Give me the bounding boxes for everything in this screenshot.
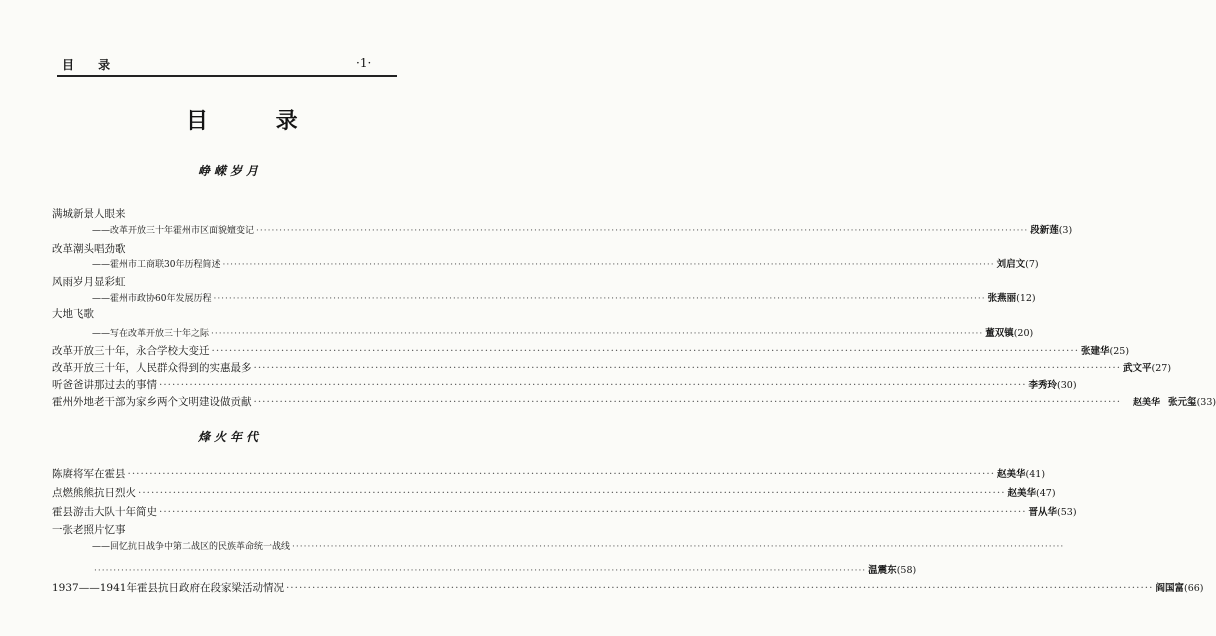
entry-page: (7) (1025, 259, 1039, 270)
toc-entry[interactable] (92, 563, 917, 579)
toc-entry[interactable] (92, 326, 1034, 342)
leader-dots: ········································································································································································································ (211, 329, 984, 339)
entry-author: 张元玺 (1168, 397, 1197, 408)
entry-title: 听爸爸讲那过去的事情 (52, 379, 157, 391)
entry-coauthor: 赵美华 (1133, 398, 1161, 408)
leader-dots: ········································································································································································································ (94, 566, 867, 576)
entry-author: 段新莲 (1030, 225, 1059, 236)
entry-title: 1937——1941年霍县抗日政府在段家梁活动情况 (52, 582, 284, 594)
entry-title: ——写在改革开放三十年之际 (92, 329, 210, 339)
leader-dots: ········································································································································································································ (213, 294, 986, 304)
leader-dots: ········································································································································································································ (159, 379, 1027, 391)
header-rule (57, 75, 397, 77)
entry-author: 赵美华 (997, 469, 1026, 480)
toc-entry[interactable] (52, 377, 1077, 393)
entry-author: 董双镇 (985, 328, 1014, 339)
entry-page: (20) (1013, 328, 1034, 339)
entry-page: (30) (1057, 380, 1077, 391)
leader-dots: ········································································································································································································ (211, 345, 1080, 357)
entry-title: 一张老照片忆事 (52, 524, 126, 536)
page-number: ·1· (356, 56, 372, 70)
entry-page: (25) (1109, 346, 1130, 357)
entry-title: 满城新景人眼来 (52, 208, 126, 220)
leader-dots: ········································································································································································································ (138, 487, 1006, 499)
toc-entry[interactable] (52, 580, 1204, 596)
entry-title: 改革开放三十年，人民群众得到的实惠最多 (52, 362, 252, 374)
entry-title: 改革开放三十年，永合学校大变迁 (52, 345, 210, 357)
leader-dots: ········································································································································································································ (285, 582, 1154, 594)
entry-author: 温震东 (868, 565, 897, 576)
leader-dots: ········································································································································································································ (253, 396, 1122, 408)
entry-title: 点燃熊熊抗日烈火 (52, 487, 136, 499)
entry-title: ——回忆抗日战争中第二战区的民族革命统一战线 (92, 542, 291, 552)
leader-dots: ········································································································································································································ (222, 260, 995, 270)
entry-title: 大地飞歌 (52, 308, 94, 320)
leader-dots: ········································································································································································································ (127, 468, 996, 480)
entry-page: (66) (1184, 583, 1204, 594)
entry-title: ——改革开放三十年霍州市区面貌嬗变记 (92, 226, 255, 236)
running-header-title: 目 录 (62, 58, 121, 72)
toc-entry[interactable] (92, 223, 1073, 239)
toc-title: 目 录 (186, 108, 328, 134)
entry-author: 刘启文 (996, 259, 1026, 270)
toc-entry[interactable] (52, 241, 404, 257)
toc-entry[interactable] (52, 343, 1130, 359)
toc-entry[interactable] (92, 257, 1039, 273)
leader-dots: ········································································································································································································ (159, 506, 1027, 518)
entry-title: 改革潮头唱劲歌 (52, 243, 126, 255)
entry-title: 霍县游击大队十年简史 (52, 506, 157, 518)
entry-title: ——霍州市工商联30年历程简述 (92, 260, 221, 270)
entry-title: ——霍州市政协60年发展历程 (92, 294, 212, 304)
leader-dots: ········································································································································································································ (253, 362, 1122, 374)
entry-page: (53) (1057, 507, 1077, 518)
entry-page: (12) (1016, 293, 1036, 304)
entry-page: (41) (1025, 469, 1046, 480)
leader-dots: ········································································································································································································ (256, 226, 1029, 236)
toc-entry[interactable] (52, 360, 1172, 376)
entry-author: 张建华 (1081, 346, 1110, 357)
leader-dots: ········································································································································································································ (292, 542, 1065, 552)
entry-author: 赵美华 (1007, 488, 1037, 499)
toc-entry[interactable] (92, 291, 1036, 307)
entry-title: 陈赓将军在霍县 (52, 468, 126, 480)
entry-author: 阎国富 (1155, 583, 1184, 594)
entry-page: (3) (1058, 225, 1073, 236)
toc-entry[interactable] (52, 394, 1216, 410)
toc-entry[interactable] (52, 504, 1077, 520)
entry-page: (27) (1151, 363, 1172, 374)
entry-author: 李秀玲 (1028, 380, 1058, 391)
toc-entry[interactable] (52, 274, 404, 290)
entry-author: 晋从华 (1028, 507, 1058, 518)
entry-title: 风雨岁月显彩虹 (52, 276, 126, 288)
entry-page: (58) (896, 565, 917, 576)
toc-entry[interactable] (52, 485, 1056, 501)
entry-page: (33) (1196, 397, 1216, 408)
section-heading-2: 烽火年代 (197, 430, 262, 444)
toc-entry[interactable] (52, 206, 404, 222)
entry-author: 武文平 (1123, 363, 1152, 374)
entry-page: (47) (1036, 488, 1056, 499)
entry-author: 张燕丽 (987, 293, 1017, 304)
toc-entry[interactable] (52, 306, 404, 322)
entry-title: 霍州外地老干部为家乡两个文明建设做贡献 (52, 396, 252, 408)
toc-entry[interactable] (52, 466, 1046, 482)
toc-entry[interactable] (92, 539, 1065, 555)
toc-entry[interactable] (52, 522, 404, 538)
section-heading-1: 峥嵘岁月 (197, 164, 262, 178)
